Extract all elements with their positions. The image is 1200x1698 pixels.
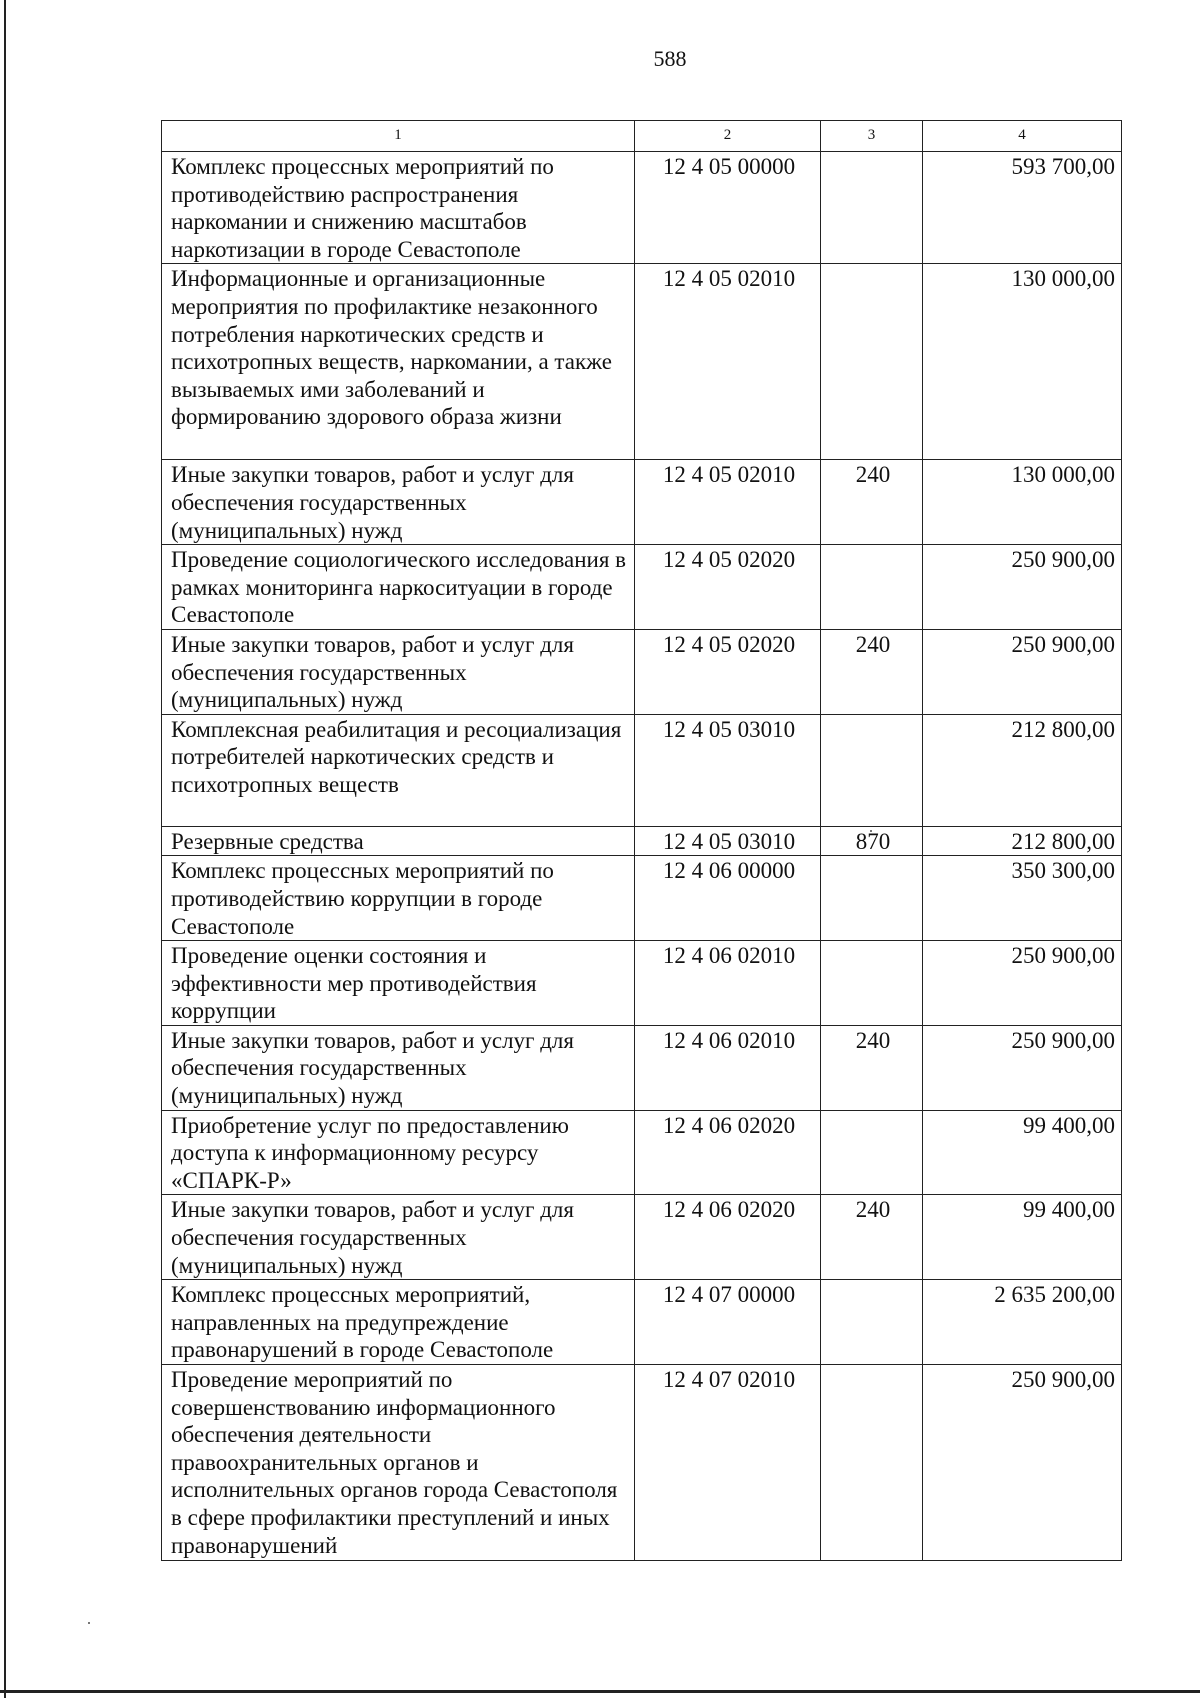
row-code-cell: 12 4 05 03010 <box>635 826 821 856</box>
row-code-cell: 12 4 05 02020 <box>635 545 821 630</box>
row-name-cell: Комплексная реабилитация и ресоциализация потребителей наркотических средств и психотропных веществ <box>162 714 635 826</box>
table-row <box>162 545 1122 630</box>
row-code-cell: 12 4 05 00000 <box>635 152 821 264</box>
row-name-cell: Комплекс процессных мероприятий, направленных на предупреждение правонарушений в городе Севастополе <box>162 1280 635 1365</box>
scan-bottom-border <box>0 1690 1200 1693</box>
table-row <box>162 629 1122 714</box>
row-name-cell: Проведение мероприятий по совершенствованию информационного обеспечения деятельности правоохранительных органов и исполнительных органов города Севастополя в сфере профилактики преступлений и иных правонарушений <box>162 1365 635 1561</box>
row-kvr-cell <box>821 714 923 826</box>
row-amount-cell: 130 000,00 <box>923 264 1122 460</box>
row-code-cell: 12 4 05 02020 <box>635 629 821 714</box>
table-row <box>162 941 1122 1026</box>
row-name-cell: Проведение оценки состояния и эффективности мер противодействия коррупции <box>162 941 635 1026</box>
row-name-cell: Иные закупки товаров, работ и услуг для обеспечения государственных (муниципальных) нужд <box>162 1025 635 1110</box>
row-amount-cell: 212 800,00 <box>923 714 1122 826</box>
scan-speck <box>88 1622 90 1624</box>
table-row <box>162 152 1122 264</box>
row-amount-cell: 250 900,00 <box>923 1025 1122 1110</box>
table-row <box>162 1110 1122 1195</box>
column-header-name: 1 <box>162 121 635 152</box>
table-row <box>162 1365 1122 1561</box>
row-code-cell: 12 4 06 00000 <box>635 856 821 941</box>
row-code-cell: 12 4 06 02010 <box>635 941 821 1026</box>
row-kvr-cell: 240 <box>821 1195 923 1280</box>
row-code-cell: 12 4 05 03010 <box>635 714 821 826</box>
row-name-cell: Комплекс процессных мероприятий по противодействию распространения наркомании и снижению масштабов наркотизации в городе Севастополе <box>162 152 635 264</box>
row-code-cell: 12 4 05 02010 <box>635 460 821 545</box>
row-amount-cell: 250 900,00 <box>923 629 1122 714</box>
table-row <box>162 1195 1122 1280</box>
row-amount-cell: 593 700,00 <box>923 152 1122 264</box>
budget-table <box>161 120 1122 1561</box>
row-kvr-cell <box>821 1365 923 1561</box>
row-amount-cell: 250 900,00 <box>923 941 1122 1026</box>
row-kvr-cell <box>821 941 923 1026</box>
row-amount-cell: 212 800,00 <box>923 826 1122 856</box>
row-name-cell: Иные закупки товаров, работ и услуг для обеспечения государственных (муниципальных) нужд <box>162 1195 635 1280</box>
row-code-cell: 12 4 07 00000 <box>635 1280 821 1365</box>
row-amount-cell: 130 000,00 <box>923 460 1122 545</box>
row-kvr-cell: 240 <box>821 460 923 545</box>
row-name-cell: Иные закупки товаров, работ и услуг для обеспечения государственных (муниципальных) нужд <box>162 629 635 714</box>
row-code-cell: 12 4 06 02020 <box>635 1110 821 1195</box>
row-kvr-cell <box>821 152 923 264</box>
row-code-cell: 12 4 07 02010 <box>635 1365 821 1561</box>
page-number: 588 <box>653 46 687 71</box>
row-code-cell: 12 4 06 02020 <box>635 1195 821 1280</box>
row-amount-cell: 250 900,00 <box>923 545 1122 630</box>
row-name-cell: Иные закупки товаров, работ и услуг для обеспечения государственных (муниципальных) нужд <box>162 460 635 545</box>
table-header-row <box>162 121 1122 152</box>
row-kvr-cell: 240 <box>821 1025 923 1110</box>
row-amount-cell: 250 900,00 <box>923 1365 1122 1561</box>
row-kvr-cell <box>821 1280 923 1365</box>
row-code-cell: 12 4 05 02010 <box>635 264 821 460</box>
row-amount-cell: 99 400,00 <box>923 1110 1122 1195</box>
row-kvr-cell: 870 <box>821 826 923 856</box>
row-amount-cell: 99 400,00 <box>923 1195 1122 1280</box>
row-name-cell: Комплекс процессных мероприятий по противодействию коррупции в городе Севастополе <box>162 856 635 941</box>
table-row <box>162 856 1122 941</box>
row-name-cell: Информационные и организационные мероприятия по профилактике незаконного потребления наркотических средств и психотропных веществ, наркомании, а также вызываемых ими заболеваний и формированию здорового образа жизни <box>162 264 635 460</box>
table-row <box>162 714 1122 826</box>
row-kvr-cell: 240 <box>821 629 923 714</box>
row-kvr-cell <box>821 545 923 630</box>
scan-left-border <box>4 0 6 1698</box>
row-name-cell: Приобретение услуг по предоставлению доступа к информационному ресурсу «СПАРК-Р» <box>162 1110 635 1195</box>
table-row <box>162 264 1122 460</box>
row-kvr-cell <box>821 1110 923 1195</box>
table-row <box>162 826 1122 856</box>
row-name-cell: Проведение социологического исследования в рамках мониторинга наркоситуации в городе Севастополе <box>162 545 635 630</box>
column-header-code: 2 <box>635 121 821 152</box>
table-row <box>162 460 1122 545</box>
row-amount-cell: 350 300,00 <box>923 856 1122 941</box>
table-row <box>162 1280 1122 1365</box>
row-amount-cell: 2 635 200,00 <box>923 1280 1122 1365</box>
table-row <box>162 1025 1122 1110</box>
row-kvr-cell <box>821 264 923 460</box>
row-kvr-cell <box>821 856 923 941</box>
row-code-cell: 12 4 06 02010 <box>635 1025 821 1110</box>
row-name-cell: Резервные средства <box>162 826 635 856</box>
column-header-kvr: 3 <box>821 121 923 152</box>
column-header-amount: 4 <box>923 121 1122 152</box>
